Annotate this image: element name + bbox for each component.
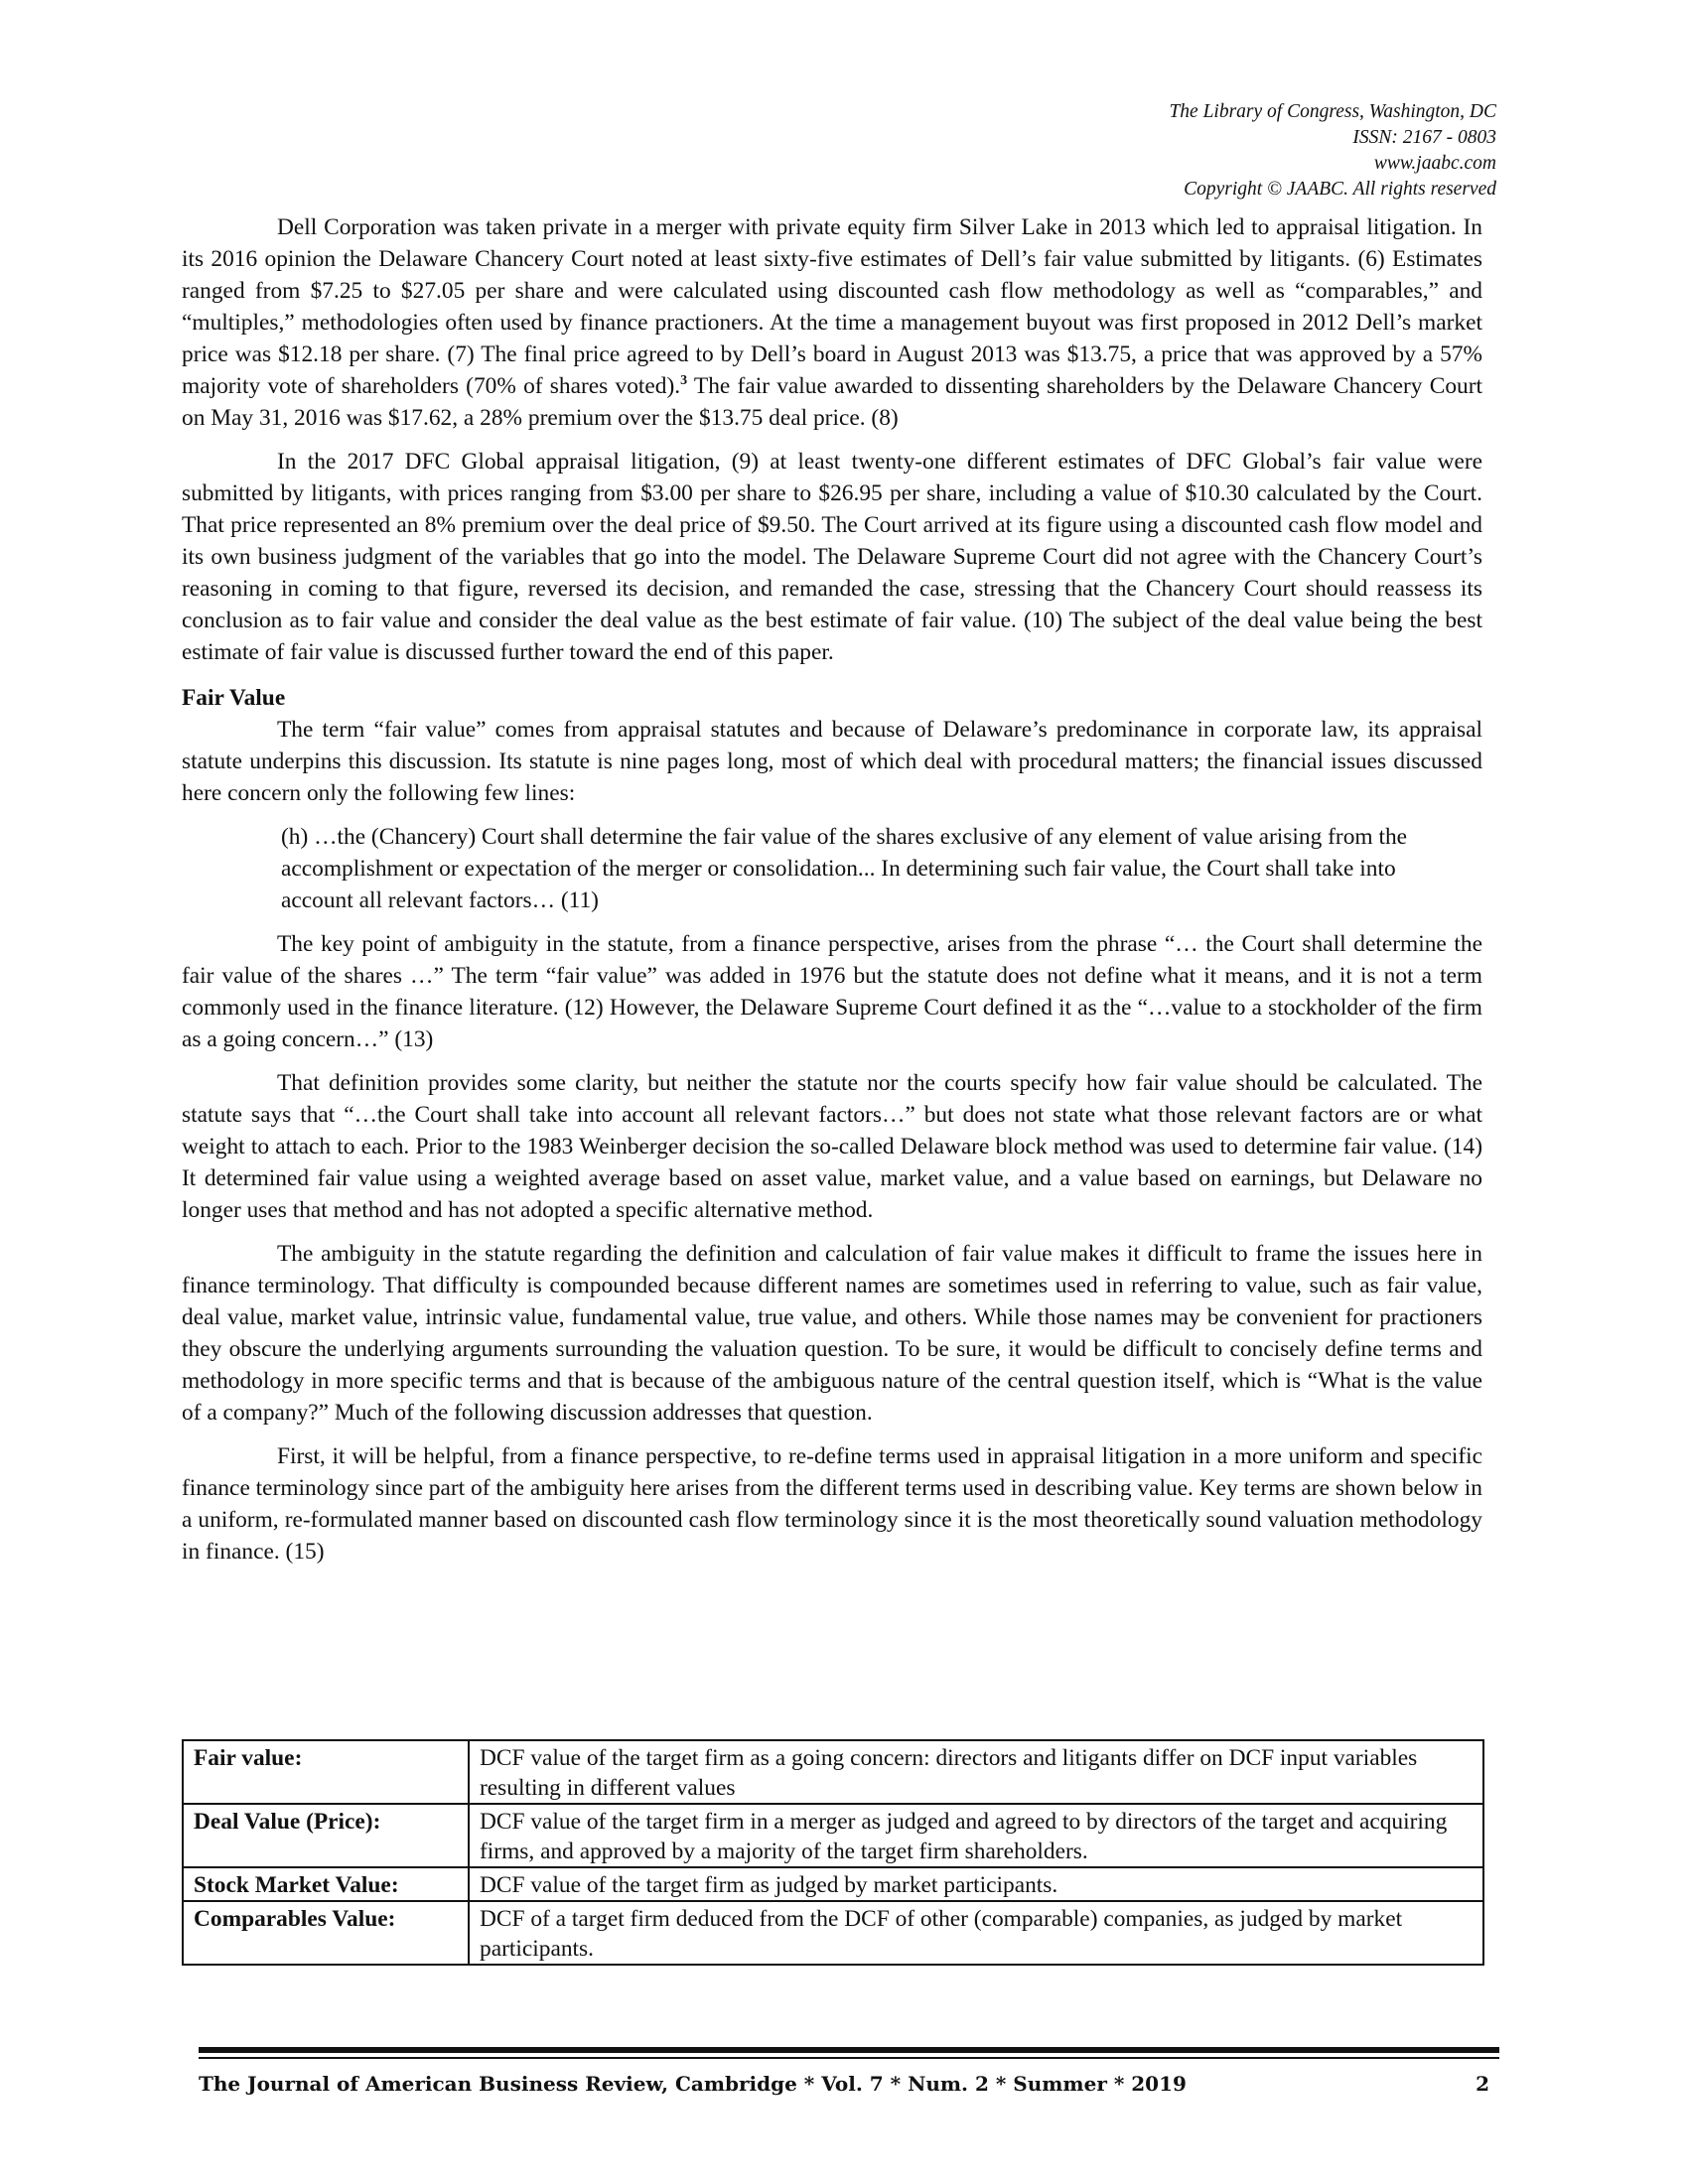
terms-table [182,1739,1484,1966]
table-row [183,1867,1483,1901]
paragraph-dfc: In the 2017 DFC Global appraisal litigation, (9) at least twenty-one different estimates of DFC Global’s fair value were submitted by litigants, with prices ranging from $3.00 per share to $26.95 per share, including a value of $10.30 calculated by the Court. That price represented an 8% premium over the deal price of $9.50. The Court arrived at its figure using a discounted cash flow model and its own business judgment of the variables that go into the model. The Delaware Supreme Court did not agree with the Chancery Court’s reasoning in coming to that figure, reversed its decision, and remanded the case, stressing that the Chancery Court should reassess its conclusion as to fair value and consider the deal value as the best estimate of fair value. (10) The subject of the deal value being the best estimate of fair value is discussed further toward the end of this paper. [182,449,1482,665]
header-library: The Library of Congress, Washington, DC [1169,101,1496,122]
paragraph-definition: That definition provides some clarity, but neither the statute nor the courts specify how fair value should be calculated. The statute says that “…the Court shall take into account all relevant factors…” but does not state what those relevant factors are or what weight to attach to each. Prior to the 1983 Weinberger decision the so-called Delaware block method was used to determine fair value. (14) It determined fair value using a weighted average based on asset value, market value, and a value based on earnings, but Delaware no longer uses that method and has not adopted a specific alternative method. [182,1070,1482,1223]
footer-journal: The Journal of American Business Review, Cambridge * Vol. 7 * Num. 2 * Summer * 2019 [199,2072,1187,2096]
section-heading-fair-value: Fair Value [182,685,286,711]
term-cell: Stock Market Value: [183,1867,469,1901]
footer-rule-thick [199,2047,1499,2053]
paragraph-ambiguity: The key point of ambiguity in the statute, from a finance perspective, arises from the phrase “… the Court shall determine the fair value of the shares …” The term “fair value” was added in 1976 but the statute does not define what it means, and it is not a term commonly used in the finance literature. (12) However, the Delaware Supreme Court defined it as the “…value to a stockholder of the firm as a going concern…” (13) [182,931,1482,1052]
table-row [183,1901,1483,1965]
definition-cell: DCF value of the target firm in a merger as judged and agreed to by directors of the target and acquiring firms, and approved by a majority of the target firm shareholders. [469,1804,1483,1867]
running-header [901,99,1496,203]
footer-rule-thin [199,2057,1499,2059]
paragraph-terminology: The ambiguity in the statute regarding the definition and calculation of fair value makes it difficult to frame the issues here in finance terminology. That difficulty is compounded because different names are sometimes used in referring to value, such as fair value, deal value, market value, intrinsic value, fundamental value, true value, and others. While those names may be convenient for practioners they obscure the underlying arguments surrounding the valuation question. To be sure, it would be difficult to concisely define terms and methodology in more specific terms and that is because of the ambiguous nature of the central question itself, which is “What is the value of a company?” Much of the following discussion addresses that question. [182,1241,1482,1426]
table-row [183,1740,1483,1804]
page-number: 2 [1476,2072,1489,2096]
header-copyright: Copyright © JAABC. All rights reserved [1184,179,1496,200]
paragraph-dell: Dell Corporation was taken private in a merger with private equity firm Silver Lake in 2013 which led to appraisal litigation. In its 2016 opinion the Delaware Chancery Court noted at least sixty-five estimates of Dell’s fair value submitted by litigants. (6) Estimates ranged from $7.25 to $27.05 per share and were calculated using discounted cash flow methodology as well as “comparables,” and “multiples,” methodologies often used by finance practioners. At the time a management buyout was first proposed in 2012 Dell’s market price was $12.18 per share. (7) The final price agreed to by Dell’s board in August 2013 was $13.75, a price that was approved by a 57% majority vote of shareholders (70% of shares voted).$^3$ The fair value awarded to dissenting shareholders by the Delaware Chancery Court on May 31, 2016 was $17.62, a 28% premium over the $13.75 deal price. (8) [182,214,1482,431]
definition-cell: DCF of a target firm deduced from the DCF of other (comparable) companies, as judged by market participants. [469,1901,1483,1965]
header-website: www.jaabc.com [1373,153,1496,174]
paragraph-fair-value-intro: The term “fair value” comes from appraisal statutes and because of Delaware’s predominance in corporate law, its appraisal statute underpins this discussion. Its statute is nine pages long, most of which deal with procedural matters; the financial issues discussed here concern only the following few lines: [182,717,1482,806]
header-issn: ISSN: 2167 - 0803 [1352,127,1496,148]
paragraph-redefine: First, it will be helpful, from a finance perspective, to re-define terms used in appraisal litigation in a more uniform and specific finance terminology since part of the ambiguity here arises from the different terms used in describing value. Key terms are shown below in a uniform, re-formulated manner based on discounted cash flow terminology since it is the most theoretically sound valuation methodology in finance. (15) [182,1443,1482,1565]
table-row [183,1804,1483,1867]
definition-cell: DCF value of the target firm as judged by market participants. [469,1867,1483,1901]
term-cell: Fair value: [183,1740,469,1804]
statute-quote: (h) …the (Chancery) Court shall determine the fair value of the shares exclusive of any element of value arising from the accomplishment or expectation of the merger or consolidation... In determining such fair value, the Court shall take into account all relevant factors… (11) [281,824,1408,913]
footnote-marker: 3 [680,373,688,388]
term-cell: Deal Value (Price): [183,1804,469,1867]
term-cell: Comparables Value: [183,1901,469,1965]
definition-cell: DCF value of the target firm as a going concern: directors and litigants differ on DCF input variables resulting in different values [469,1740,1483,1804]
article-body [182,211,1482,1568]
